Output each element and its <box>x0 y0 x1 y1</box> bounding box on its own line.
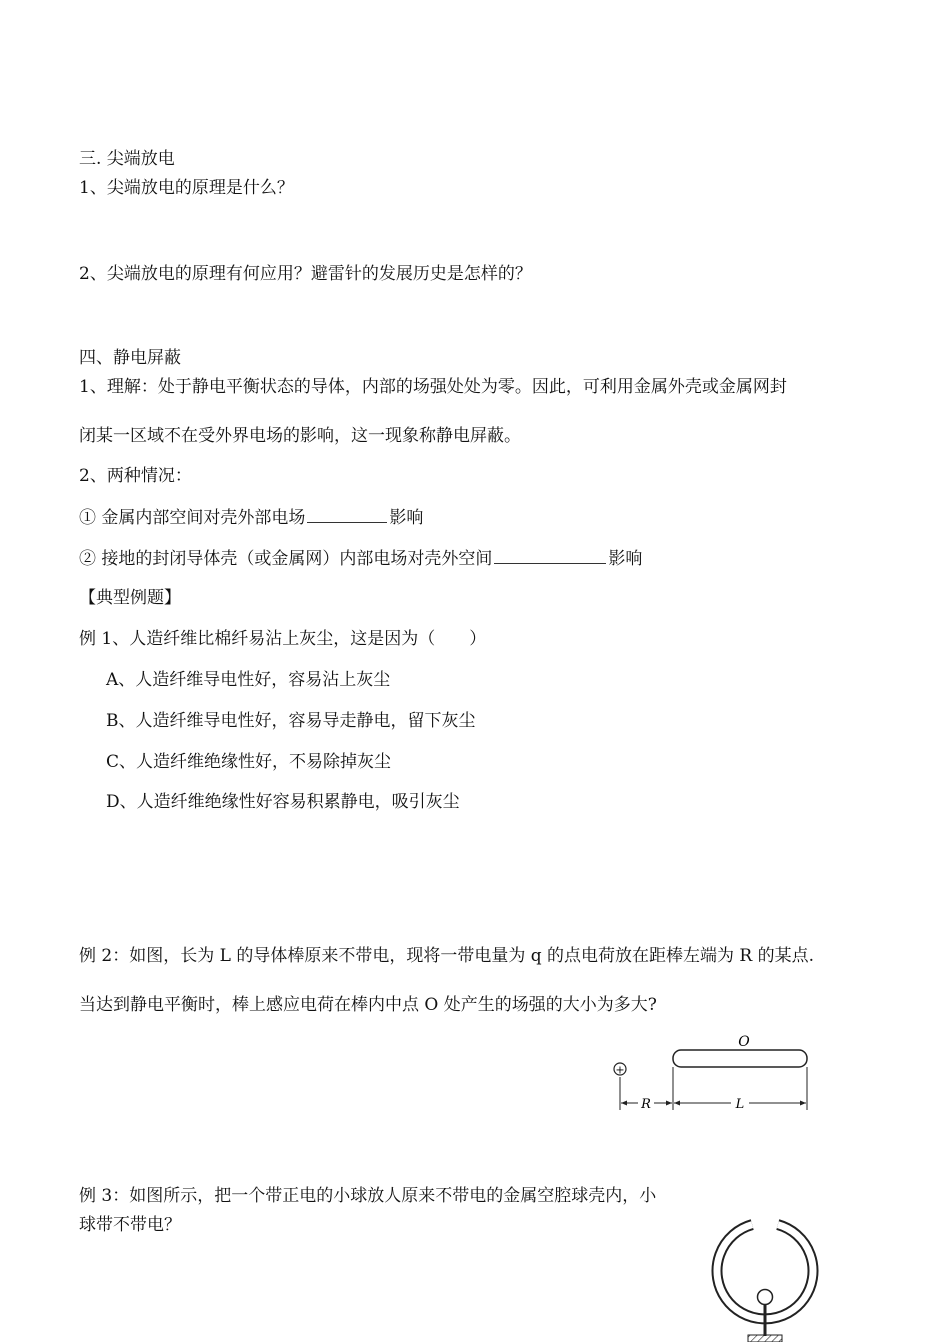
case-2 <box>79 545 642 571</box>
section4-title: 四、静电屏蔽 <box>79 348 181 368</box>
r-arrow-left <box>621 1101 627 1106</box>
l-arrow-left <box>674 1101 680 1106</box>
fill-blank-2[interactable] <box>494 545 606 564</box>
conductor-rod <box>673 1050 807 1067</box>
example-2-line-2: 当达到静电平衡时，棒上感应电荷在棒内中点 O 处产生的场强的大小为多大? <box>79 995 657 1015</box>
question-2: 2、尖端放电的原理有何应用？避雷针的发展历史是怎样的？ <box>79 264 532 284</box>
rod-diagram <box>600 1030 820 1120</box>
example-3-line-1: 例 3：如图所示，把一个带正电的小球放人原来不带电的金属空腔球壳内，小 <box>79 1186 657 1206</box>
examples-heading: 【典型例题】 <box>79 588 181 608</box>
case-1-text: ① 金属内部空间对壳外部电场 <box>79 508 306 528</box>
example-2-line-1: 例 2：如图，长为 L 的导体棒原来不带电，现将一带电量为 q 的点电荷放在距棒左端为 R 的某点. <box>79 946 815 966</box>
spherical-shell-diagram <box>700 1208 830 1342</box>
l-label: L <box>735 1097 745 1112</box>
r-label: R <box>641 1097 651 1112</box>
option-a: A、人造纤维导电性好，容易沾上灰尘 <box>106 670 391 690</box>
understanding-line-2: 闭某一区域不在受外界电场的影响，这一现象称静电屏蔽。 <box>79 426 521 446</box>
center-label-o: O <box>738 1034 750 1050</box>
stand-base <box>748 1335 782 1342</box>
case-2-suffix: 影响 <box>608 549 643 569</box>
understanding-line-1: 1、理解：处于静电平衡状态的导体，内部的场强处处为零。因此，可利用金属外壳或金属网封 <box>79 377 787 397</box>
fill-blank-1[interactable] <box>307 504 387 523</box>
charged-ball-icon <box>758 1290 773 1305</box>
section3-title: 三. 尖端放电 <box>79 149 175 169</box>
r-arrow-right <box>666 1101 672 1106</box>
option-c: C、人造纤维绝缘性好，不易除掉灰尘 <box>106 752 392 772</box>
case-2-text: ② 接地的封闭导体壳（或金属网）内部电场对壳外空间 <box>79 549 493 569</box>
charge-plus-sign: + <box>615 1063 625 1077</box>
question-1: 1、尖端放电的原理是什么？ <box>79 178 294 198</box>
case-1-suffix: 影响 <box>389 508 424 528</box>
l-arrow-right <box>800 1101 806 1106</box>
option-d: D、人造纤维绝缘性好容易积累静电，吸引灰尘 <box>106 792 460 812</box>
case-1 <box>79 504 423 530</box>
example-1-question: 例 1、人造纤维比棉纤易沾上灰尘，这是因为（ ） <box>79 629 487 649</box>
two-cases-heading: 2、两种情况： <box>79 466 192 486</box>
option-b: B、人造纤维导电性好，容易导走静电，留下灰尘 <box>106 711 476 731</box>
example-3-line-2: 球带不带电？ <box>79 1215 181 1235</box>
